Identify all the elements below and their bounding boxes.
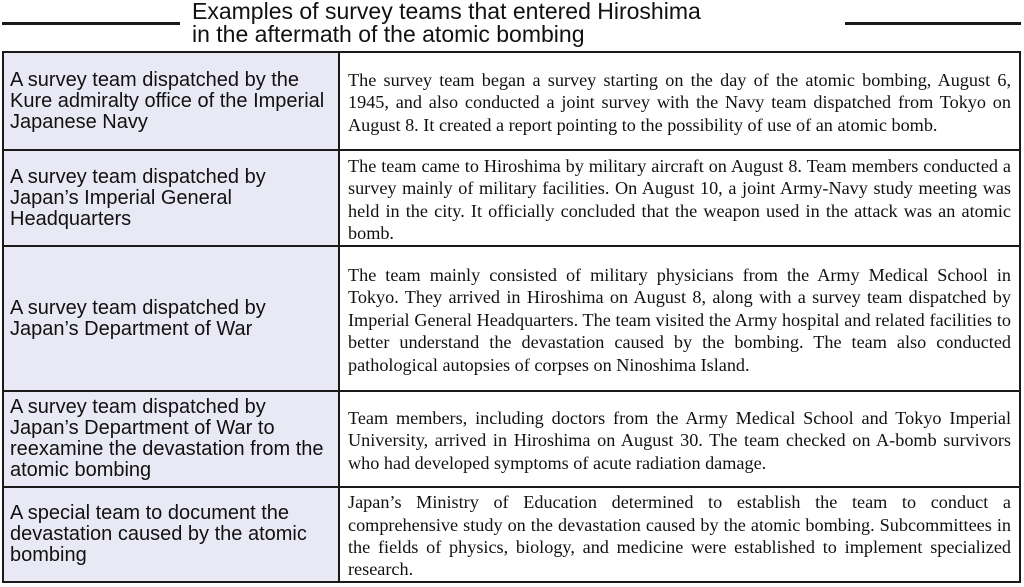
title-rule-right	[845, 22, 1021, 25]
description-cell	[340, 53, 1019, 149]
description-cell	[340, 151, 1019, 245]
team-name-cell: A survey team dispatched by Japan’s Department of War	[4, 247, 340, 390]
description-cell	[340, 488, 1019, 581]
page-header	[0, 0, 1024, 48]
team-name-cell: A survey team dispatched by Japan’s Imperial General Headquarters	[4, 151, 340, 245]
team-name-cell: A special team to document the devastation caused by the atomic bombing	[4, 488, 340, 581]
description-text: Team members, including doctors from the Army Medical School and Tokyo Imperial University, arrived in Hiroshima on August 30. The team checked on A-bomb survivors who had developed symptoms of acute radiation damage.	[348, 407, 1011, 473]
description-text: The team mainly consisted of military physicians from the Army Medical School in Tokyo. They arrived in Hiroshima on August 8, along with a survey team dispatched by Imperial General Headquarters. The team visited the Army hospital and related facilities to better understand the devastation caused by the bombing. The team also conducted pathological autopsies of corpses on Ninoshima Island.	[348, 264, 1011, 375]
team-name-cell: A survey team dispatched by the Kure admiralty office of the Imperial Japanese Navy	[4, 53, 340, 149]
table-row	[4, 488, 1019, 581]
table-row	[4, 53, 1019, 151]
table-row	[4, 151, 1019, 247]
page-title-line-2: in the aftermath of the atomic bombing	[192, 21, 585, 47]
survey-teams-table	[2, 51, 1021, 583]
title-rule-left	[2, 22, 180, 25]
description-text: Japan’s Ministry of Education determined to establish the team to conduct a comprehensive study on the devastation caused by the atomic bombing. Subcommittees in the fields of physics, biology, and medicine were established to implement specialized research.	[348, 492, 1011, 580]
description-cell	[340, 392, 1019, 486]
team-name-cell: A survey team dispatched by Japan’s Department of War to reexamine the devastation from the atomic bombing	[4, 392, 340, 486]
table-row	[4, 247, 1019, 392]
table-row	[4, 392, 1019, 488]
description-cell	[340, 247, 1019, 390]
page-title	[192, 0, 701, 46]
description-text: The survey team began a survey starting on the day of the atomic bombing, August 6, 1945, and also conducted a joint survey with the Navy team dispatched from Tokyo on August 8. It created a report pointing to the possibility of use of an atomic bomb.	[348, 69, 1011, 135]
description-text: The team came to Hiroshima by military aircraft on August 8. Team members conducted a survey mainly of military facilities. On August 10, a joint Army-Navy study meeting was held in the city. It officially concluded that the weapon used in the attack was an atomic bomb.	[348, 155, 1011, 243]
page-title-line-1: Examples of survey teams that entered Hiroshima	[192, 0, 701, 24]
